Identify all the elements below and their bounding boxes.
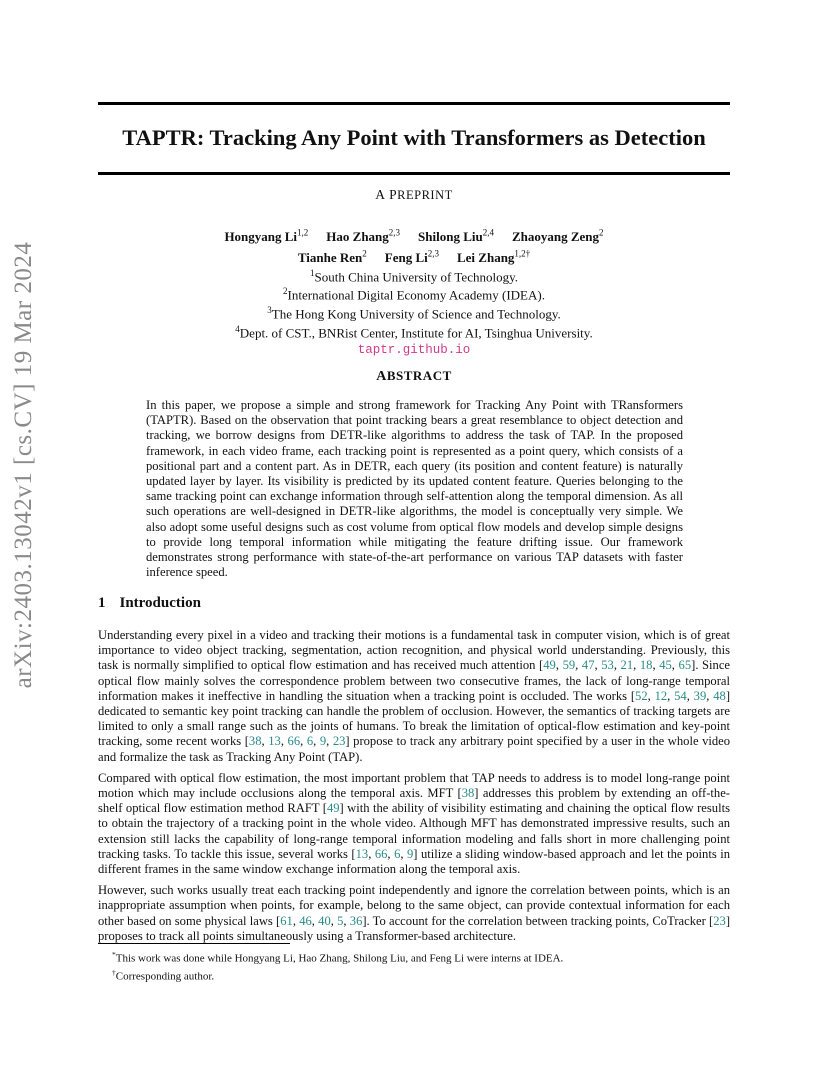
affiliation-marker: 2,3 bbox=[388, 228, 401, 238]
author-name: Hongyang Li$^{1,2}$ bbox=[224, 228, 309, 245]
author-name: Feng Li$^{2,3}$ bbox=[384, 248, 439, 265]
citation-link[interactable]: 13 bbox=[355, 846, 369, 861]
author-name: Hao Zhang$^{2,3}$ bbox=[326, 228, 401, 245]
author-name: Lei Zhang$^{1,2\dagger}$ bbox=[456, 248, 531, 265]
citation-link[interactable]: 13 bbox=[268, 734, 281, 749]
footnotes bbox=[112, 948, 563, 984]
author-block bbox=[98, 225, 730, 358]
section-title: Introduction bbox=[119, 595, 201, 611]
abstract-heading-text: ABSTRACT bbox=[376, 368, 452, 384]
citation-link[interactable]: 36 bbox=[349, 913, 363, 928]
paragraph-2: Compared with optical flow estimation, the most important problem that TAP needs to address is to model long-range point motion which may include occlusions along the temporal axis. MFT [38] addresses this problem by extending an off-the-shelf optical flow estimation method RAFT [49] with the ability of visibility estimating and chaining the optical flow results to obtain the trajectory of a tracking point in the whole video. Although MFT has demonstrated impressive results, such an extension still lacks the capability of long-range temporal information modeling and falls short in more challenging point tracking tasks. To tackle this issue, several works [13, 66, 6, 9] utilize a sliding window-based approach and let the points in different frames in the same window exchange information along the temporal axis. bbox=[98, 770, 731, 877]
project-url-link[interactable]: taptr.github.io bbox=[357, 342, 471, 357]
preprint-label-text: A PREPRINT bbox=[375, 187, 453, 202]
affiliation: $^2$International Digital Economy Academy (IDEA). bbox=[283, 286, 545, 303]
citation-link[interactable]: 65 bbox=[678, 658, 692, 673]
citation-link[interactable]: 45 bbox=[659, 658, 672, 673]
author-row-1 bbox=[98, 225, 730, 245]
citation-link[interactable]: 47 bbox=[581, 658, 595, 673]
citation-link[interactable]: 6 bbox=[394, 846, 401, 861]
affiliation-marker: 1,2 bbox=[297, 228, 309, 238]
author-name: Zhaoyang Zeng$^2$ bbox=[511, 228, 604, 245]
affiliation: $^1$South China University of Technology. bbox=[310, 267, 518, 284]
section-heading bbox=[98, 595, 201, 612]
affiliation-marker: 2,3 bbox=[427, 248, 439, 259]
citation-link[interactable]: 9 bbox=[407, 846, 414, 861]
arxiv-identifier: arXiv:2403.13042v1 [cs.CV] 19 Mar 2024 bbox=[10, 241, 37, 689]
affiliation: $^3$The Hong Kong University of Science and Technology. bbox=[267, 305, 561, 322]
affiliation-list bbox=[98, 266, 730, 341]
citation-link[interactable]: 66 bbox=[287, 734, 301, 749]
citation-link[interactable]: 46 bbox=[299, 913, 312, 928]
citation-link[interactable]: 38 bbox=[248, 734, 262, 749]
abstract-text: In this paper, we propose a simple and strong framework for Tracking Any Point with TRansformers (TAPTR). Based on the observation that point tracking bears a great resemblance to object detection and tracking, we borrow designs from DETR-like algorithms to address the task of TAP. In the proposed framework, in each video frame, each tracking point is represented as a point query, which consists of a positional part and a content part. As in DETR, each query (its position and content feature) is naturally updated layer by layer. Its visibility is predicted by its updated content feature. Queries belonging to the same tracking point can exchange information through self-attention along the temporal dimension. As all such operations are well-designed in DETR-like algorithms, the model is conceptually very simple. We also adopt some useful designs such as cost volume from optical flow models and develop simple designs to provide long temporal information while mitigating the feature drifting issue. Our framework demonstrates strong performance with state-of-the-art performance on various TAP datasets with faster inference speed. bbox=[146, 398, 683, 580]
footnote: *This work was done while Hongyang Li, Hao Zhang, Shilong Liu, and Feng Li were interns at IDEA. bbox=[112, 950, 564, 965]
citation-link[interactable]: 54 bbox=[674, 688, 687, 703]
affiliation-marker: 2 bbox=[599, 228, 604, 238]
citation-link[interactable]: 38 bbox=[461, 786, 475, 801]
paragraph-3: However, such works usually treat each tracking point independently and ignore the correlation between points, which is an inappropriate assumption when points, for example, belong to the same object, can provide contextual information for each other based on some physical laws [61, 46, 40, 5, 36]. To account for the correlation between tracking points, CoTracker [23] proposes to track all points simultaneously using a Transformer-based architecture. bbox=[98, 883, 731, 943]
title-rule-top bbox=[98, 102, 730, 105]
abstract-heading bbox=[98, 368, 730, 385]
affiliation: $^4$Dept. of CST., BNRist Center, Institute for AI, Tsinghua University. bbox=[235, 324, 593, 341]
citation-link[interactable]: 21 bbox=[620, 658, 634, 673]
citation-link[interactable]: 49 bbox=[543, 658, 556, 673]
footnote: †Corresponding author. bbox=[112, 968, 215, 983]
affiliation-marker: 2,4 bbox=[482, 228, 494, 238]
affiliation-marker: 1,2† bbox=[514, 248, 531, 259]
citation-link[interactable]: 5 bbox=[337, 913, 344, 928]
citation-link[interactable]: 53 bbox=[601, 658, 614, 673]
citation-link[interactable]: 59 bbox=[562, 658, 576, 673]
paragraph-1: Understanding every pixel in a video and tracking their motions is a fundamental task in computer vision, which is of great importance to video object tracking, segmentation, action recognition, and physical world understanding. Previously, this task is normally simplified to optical flow estimation and has received much attention [49, 59, 47, 53, 21, 18, 45, 65]. Since optical flow mainly solves the correspondence problem between two consecutive frames, the lack of long-range temporal information makes it ineffective in handling the situation when a tracking point is occluded. The works [52, 12, 54, 39, 48] dedicated to semantic key point tracking can handle the problem of occlusion. However, the semantics of tracking targets are limited to only a small range such as the joints of humans. To break the limitation of optical-flow estimation and key-point tracking, some recent works [38, 13, 66, 6, 9, 23] propose to track any arbitrary point specified by a user in the whole video and formalize the task as Tracking Any Point (TAP). bbox=[98, 628, 731, 764]
citation-link[interactable]: 12 bbox=[654, 688, 668, 703]
title-rule-bottom bbox=[98, 172, 730, 175]
citation-link[interactable]: 49 bbox=[326, 801, 340, 816]
citation-link[interactable]: 40 bbox=[318, 913, 331, 928]
preprint-label bbox=[98, 187, 730, 203]
paper-title: TAPTR: Tracking Any Point with Transformers as Detection bbox=[122, 125, 706, 150]
citation-link[interactable]: 61 bbox=[280, 913, 293, 928]
author-name: Tianhe Ren$^2$ bbox=[297, 248, 367, 265]
citation-link[interactable]: 48 bbox=[713, 688, 726, 703]
section-number: 1 bbox=[98, 595, 106, 611]
section-body bbox=[98, 628, 730, 950]
citation-link[interactable]: 23 bbox=[713, 913, 726, 928]
citation-link[interactable]: 52 bbox=[635, 688, 648, 703]
citation-link[interactable]: 6 bbox=[306, 734, 314, 749]
citation-link[interactable]: 18 bbox=[639, 658, 653, 673]
citation-link[interactable]: 39 bbox=[693, 688, 707, 703]
author-row-2 bbox=[98, 245, 730, 265]
citation-link[interactable]: 66 bbox=[374, 846, 388, 861]
author-name: Shilong Liu$^{2,4}$ bbox=[418, 228, 494, 245]
citation-link[interactable]: 23 bbox=[332, 734, 346, 749]
footnote-rule bbox=[98, 943, 290, 944]
affiliation-marker: 2 bbox=[362, 248, 367, 259]
citation-link[interactable]: 9 bbox=[319, 734, 327, 749]
